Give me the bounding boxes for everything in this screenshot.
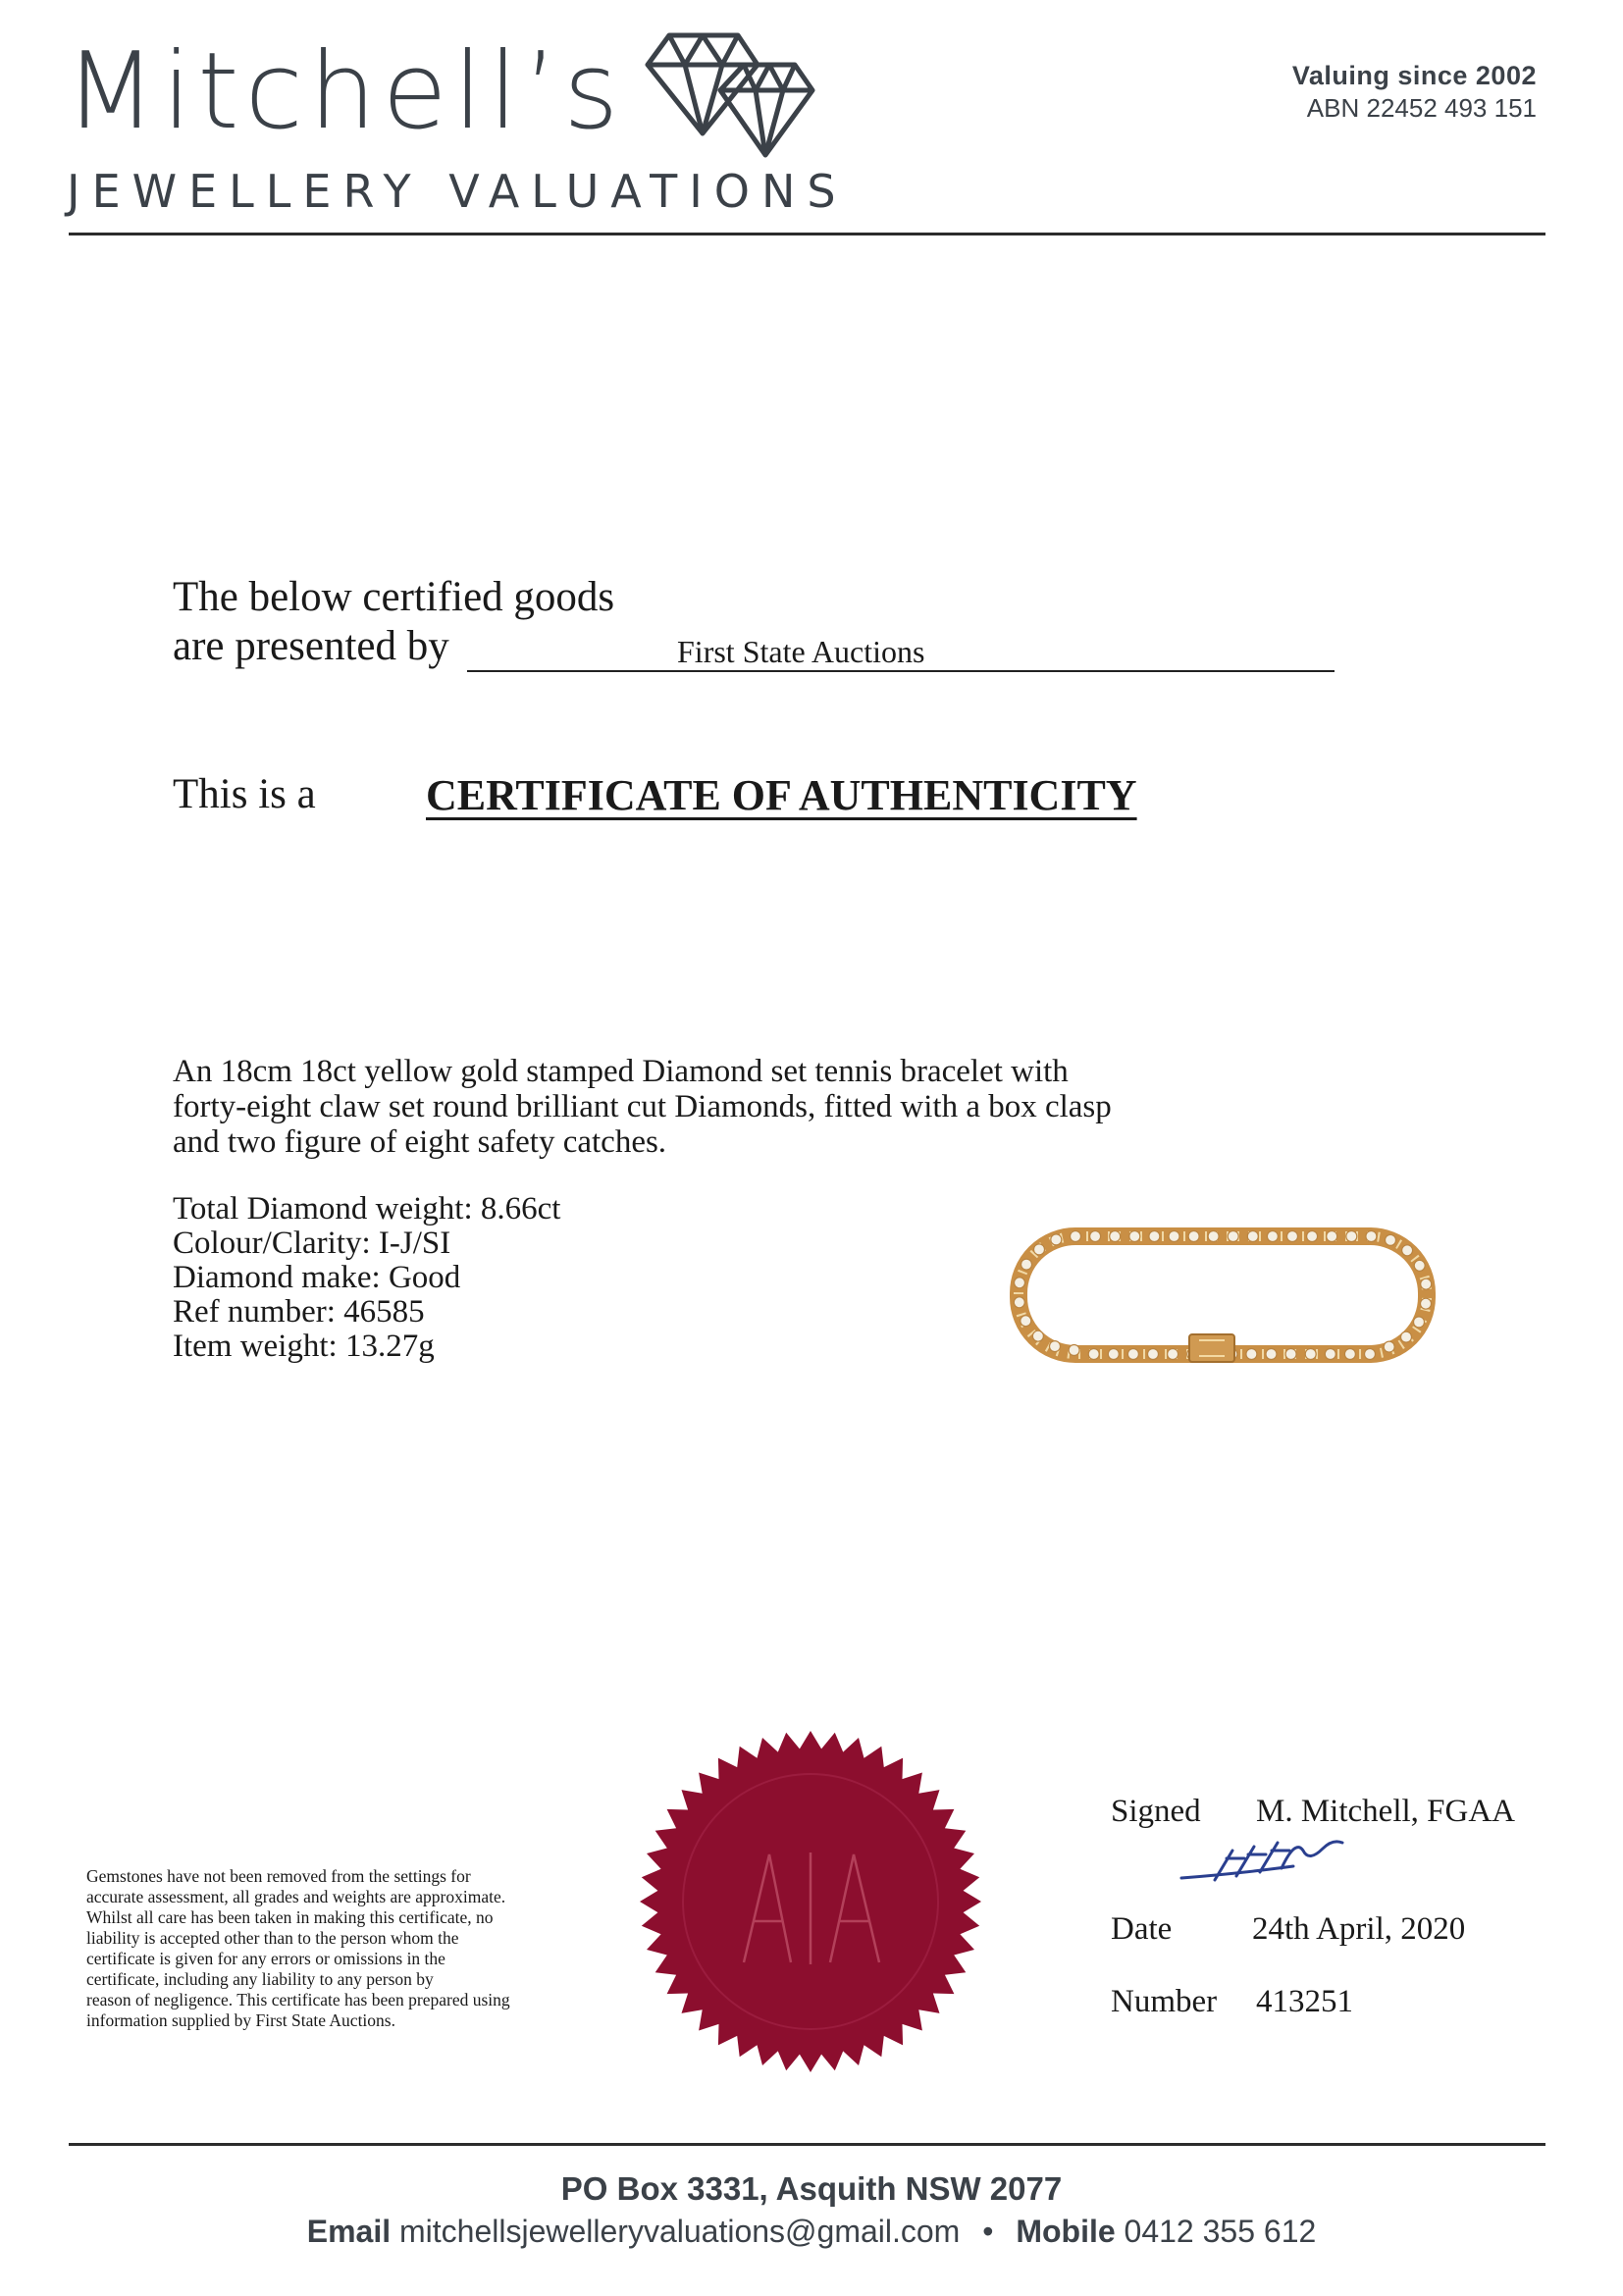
disclaimer-line: information supplied by First State Auctions.: [86, 2010, 395, 2030]
diamond-stone: [1208, 1231, 1219, 1242]
handwritten-signature: [1176, 1829, 1372, 1888]
postal-address: PO Box 3331, Asquith NSW 2077: [560, 2170, 1063, 2207]
diamond-stone: [1402, 1245, 1413, 1256]
description-line-2: forty-eight claw set round brilliant cut Diamonds, fitted with a box clasp: [173, 1089, 1112, 1124]
diamond-stone: [1327, 1231, 1337, 1242]
diamond-stone: [1088, 1349, 1099, 1360]
certificate-number: 413251: [1256, 1984, 1353, 2019]
diamond-stone: [1246, 1349, 1257, 1360]
brand-name: Mitchell’s: [65, 30, 625, 153]
diamond-stone: [1168, 1349, 1178, 1360]
spec-colour-clarity: Colour/Clarity: I-J/SI: [173, 1226, 451, 1261]
separator-dot: •: [982, 2214, 994, 2249]
diamond-stone: [1110, 1231, 1121, 1242]
disclaimer-line: accurate assessment, all grades and weights are approximate.: [86, 1887, 506, 1906]
disclaimer: [86, 1866, 577, 2031]
contact-line: [0, 2214, 1623, 2250]
mobile-label: Mobile: [1016, 2214, 1116, 2249]
diamond-stone: [1346, 1231, 1357, 1242]
diamond-stone: [1307, 1231, 1318, 1242]
intro-line-2: are presented by: [173, 623, 449, 669]
wax-seal-icon: [638, 1729, 983, 2074]
diamond-stone: [1285, 1349, 1296, 1360]
diamond-stone: [1050, 1341, 1061, 1352]
diamond-stone: [1034, 1244, 1045, 1255]
disclaimer-line: certificate, including any liability to any person by: [86, 1969, 434, 1989]
certificate-title: CERTIFICATE OF AUTHENTICITY: [426, 771, 1137, 819]
brand-subtitle: JEWELLERY VALUATIONS: [67, 165, 848, 218]
email-link[interactable]: mitchellsjewelleryvaluations@gmail.com: [398, 2214, 961, 2249]
tagline-block: [1292, 61, 1537, 124]
diamond-stone: [1051, 1234, 1062, 1245]
mobile-number[interactable]: 0412 355 612: [1124, 2214, 1317, 2249]
diamond-stone: [1325, 1349, 1335, 1360]
spec-ref-number: Ref number: 46585: [173, 1294, 425, 1330]
spec-total-weight: Total Diamond weight: 8.66ct: [173, 1191, 561, 1226]
footer-divider: [69, 2143, 1545, 2146]
diamond-stone: [1366, 1231, 1377, 1242]
spec-diamond-make: Diamond make: Good: [173, 1260, 461, 1295]
diamond-stone: [1090, 1231, 1101, 1242]
diamond-stone: [1287, 1231, 1298, 1242]
item-description: [173, 1054, 1154, 1160]
diamond-logo-icon: [640, 26, 816, 163]
diamond-stone: [1032, 1331, 1043, 1341]
diamond-stone: [1108, 1349, 1119, 1360]
diamond-stone: [1384, 1341, 1394, 1352]
date-label: Date: [1111, 1911, 1173, 1947]
diamond-stone: [1129, 1231, 1140, 1242]
presenter-name: First State Auctions: [677, 634, 925, 669]
header-divider: [69, 233, 1545, 235]
diamond-stone: [1021, 1259, 1032, 1270]
diamond-stone: [1127, 1349, 1138, 1360]
diamond-stone: [1305, 1349, 1316, 1360]
diamond-stone: [1014, 1297, 1024, 1308]
tagline: Valuing since 2002: [1291, 61, 1537, 90]
number-label: Number: [1111, 1984, 1218, 2019]
certificate-date: 24th April, 2020: [1252, 1911, 1466, 1947]
email-label: Email: [306, 2214, 392, 2249]
diamond-stone: [1266, 1349, 1277, 1360]
diamond-stone: [1414, 1317, 1425, 1328]
diamond-stone: [1021, 1316, 1031, 1327]
intro-line-1: The below certified goods: [173, 574, 615, 620]
diamond-stone: [1071, 1231, 1081, 1242]
abn-number: ABN 22452 493 151: [1306, 93, 1537, 123]
disclaimer-line: Gemstones have not been removed from the settings for: [86, 1866, 471, 1886]
disclaimer-line: liability is accepted other than to the person whom the: [86, 1928, 459, 1948]
bracelet-photo: [1007, 1225, 1439, 1372]
diamond-stone: [1365, 1349, 1376, 1360]
diamond-stone: [1228, 1231, 1238, 1242]
disclaimer-line: certificate is given for any errors or omissions in the: [86, 1949, 445, 1968]
diamond-stone: [1421, 1298, 1432, 1309]
box-clasp: [1189, 1334, 1234, 1362]
diamond-stone: [1188, 1231, 1199, 1242]
diamond-stone: [1344, 1349, 1355, 1360]
signer-name: M. Mitchell, FGAA: [1256, 1794, 1515, 1829]
diamond-stone: [1414, 1260, 1425, 1271]
item-specifications: [173, 1192, 560, 1364]
diamond-stone: [1069, 1345, 1079, 1356]
description-line-1: An 18cm 18ct yellow gold stamped Diamond set tennis bracelet with: [173, 1054, 1069, 1089]
diamond-stone: [1148, 1349, 1159, 1360]
disclaimer-line: reason of negligence. This certificate has been prepared using: [86, 1990, 510, 2009]
diamond-stone: [1247, 1231, 1258, 1242]
diamond-stone: [1267, 1231, 1278, 1242]
diamond-stone: [1386, 1234, 1396, 1245]
disclaimer-line: Whilst all care has been taken in making this certificate, no: [86, 1907, 494, 1927]
diamond-stone: [1015, 1278, 1025, 1288]
diamond-stone: [1421, 1278, 1432, 1289]
signed-label: Signed: [1111, 1794, 1201, 1829]
diamond-stone: [1401, 1331, 1412, 1342]
spec-item-weight: Item weight: 13.27g: [173, 1329, 435, 1364]
certificate-prefix: This is a: [173, 771, 316, 817]
diamond-stone: [1169, 1231, 1179, 1242]
description-line-3: and two figure of eight safety catches.: [173, 1124, 667, 1160]
diamond-stone: [1149, 1231, 1160, 1242]
